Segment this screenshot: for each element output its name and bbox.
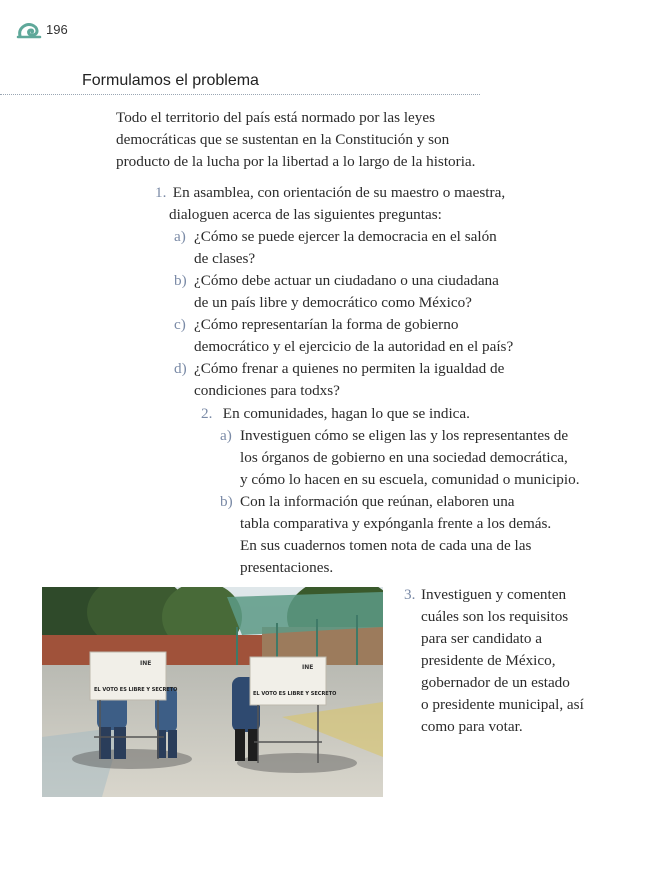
- sub-item-text: Con la información que reúnan, elaboren una: [240, 493, 515, 510]
- sub-item-text: ¿Cómo representarían la forma de gobierno: [194, 316, 459, 333]
- sub-item-a: [201, 425, 580, 491]
- title-divider: [0, 94, 480, 95]
- sub-item-letter: b): [220, 493, 233, 510]
- sub-item-text: ¿Cómo se puede ejercer la democracia en el salón: [194, 228, 497, 245]
- activity-text: En comunidades, hagan lo que se indica.: [222, 405, 470, 422]
- booth-logo: INE: [140, 660, 152, 667]
- activity-number: 2.: [201, 405, 213, 422]
- activity-3: [404, 584, 584, 738]
- activity-text: presidente de México,: [421, 652, 556, 669]
- activity-1: [155, 182, 513, 402]
- sub-item-b: [155, 270, 513, 314]
- activity-text: gobernador de un estado: [421, 674, 570, 691]
- booth-slogan: EL VOTO ES LIBRE Y SECRETO: [253, 691, 337, 697]
- sub-item-c: [155, 314, 513, 358]
- spiral-logo-icon: [16, 20, 42, 40]
- intro-line: Todo el territorio del país está normado por las leyes: [116, 109, 436, 126]
- activity-text: o presidente municipal, así: [421, 696, 584, 713]
- activity-text: como para votar.: [421, 718, 523, 735]
- booth-slogan: EL VOTO ES LIBRE Y SECRETO: [94, 687, 178, 693]
- sub-item-letter: a): [220, 427, 232, 444]
- sub-item-letter: d): [174, 360, 187, 377]
- activity-text: Investiguen y comenten: [421, 586, 567, 603]
- sub-item-letter: a): [174, 228, 186, 245]
- sub-item-text: de clases?: [194, 250, 256, 267]
- page-number: 196: [46, 22, 68, 37]
- sub-item-d: [155, 358, 513, 402]
- sub-item-letter: b): [174, 272, 187, 289]
- sub-item-text: ¿Cómo frenar a quienes no permiten la igualdad de: [194, 360, 505, 377]
- sub-item-text: ¿Cómo debe actuar un ciudadano o una ciudadana: [194, 272, 499, 289]
- voting-booths-photo: [42, 587, 383, 797]
- sub-item-text: Investiguen cómo se eligen las y los representantes de: [240, 427, 569, 444]
- section-title: Formulamos el problema: [82, 72, 259, 89]
- activity-text: cuáles son los requisitos: [421, 608, 569, 625]
- sub-item-text: los órganos de gobierno en una sociedad democrática,: [240, 449, 568, 466]
- intro-line: democráticas que se sustentan en la Constitución y son: [116, 131, 450, 148]
- sub-item-b: [201, 491, 580, 579]
- sub-item-letter: c): [174, 316, 186, 333]
- activity-number: 3.: [404, 586, 416, 603]
- sub-item-text: condiciones para todxs?: [194, 382, 340, 399]
- sub-item-text: tabla comparativa y expónganla frente a los demás.: [240, 515, 552, 532]
- activity-text: En asamblea, con orientación de su maestro o maestra,: [172, 184, 506, 201]
- sub-item-a: [155, 226, 513, 270]
- activity-text: dialoguen acerca de las siguientes preguntas:: [169, 206, 442, 223]
- booth-logo: INE: [302, 664, 314, 671]
- intro-line: producto de la lucha por la libertad a lo largo de la historia.: [116, 153, 476, 170]
- activity-text: para ser candidato a: [421, 630, 543, 647]
- sub-item-text: presentaciones.: [240, 559, 334, 576]
- sub-item-text: En sus cuadernos tomen nota de cada una de las: [240, 537, 532, 554]
- activity-2: [201, 403, 580, 579]
- intro-paragraph: [116, 107, 516, 173]
- sub-item-text: y cómo lo hacen en su escuela, comunidad o municipio.: [240, 471, 580, 488]
- activity-number: 1.: [155, 184, 167, 201]
- sub-item-text: democrático y el ejercicio de la autoridad en el país?: [194, 338, 514, 355]
- sub-item-text: de un país libre y democrático como México?: [194, 294, 472, 311]
